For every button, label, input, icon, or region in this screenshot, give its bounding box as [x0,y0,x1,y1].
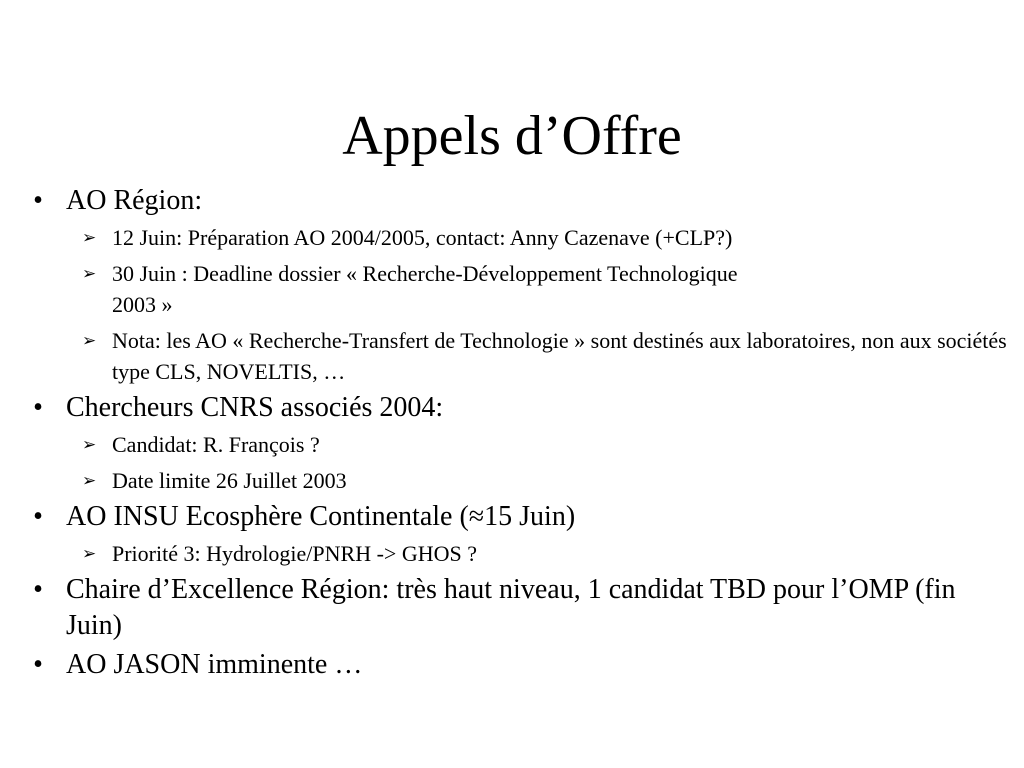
bullet-item [28,183,1008,219]
bullet-item [28,499,1008,535]
bullet-icon: • [33,392,43,423]
bullet-icon: • [33,574,43,605]
slide-content [28,183,1008,686]
bullet-text: Chaire d’Excellence Région: très haut niveau, 1 candidat TBD pour l’OMP (fin Juin) [66,574,956,641]
arrow-bullet-icon: ➢ [82,228,97,247]
arrow-bullet-icon: ➢ [82,544,97,563]
arrow-bullet-icon: ➢ [82,331,97,350]
bullet-text: AO Région: [66,185,203,216]
bullet-text: AO INSU Ecosphère Continentale (≈15 Juin) [66,501,576,532]
arrow-bullet-icon: ➢ [82,471,97,490]
sub-bullet-text: Nota: les AO « Recherche-Transfert de Technologie » sont destinés aux laboratoires, non aux sociétés type CLS, NOVELTIS, … [112,328,1007,384]
sub-bullet-text: 12 Juin: Préparation AO 2004/2005, contact: Anny Cazenave (+CLP?) [112,225,733,250]
sub-bullet-item [28,465,1008,496]
slide-title: Appels d’Offre [342,105,682,167]
sub-bullet-text: Date limite 26 Juillet 2003 [112,468,347,493]
arrow-bullet-icon: ➢ [82,264,97,283]
bullet-icon: • [33,185,43,216]
sub-bullet-item [28,325,1008,387]
arrow-bullet-icon: ➢ [82,435,97,454]
sub-bullet-item [28,222,1008,253]
sub-bullet-item [28,258,1008,320]
bullet-icon: • [33,649,43,680]
sub-bullet-text: Priorité 3: Hydrologie/PNRH -> GHOS ? [112,541,477,566]
bullet-text: Chercheurs CNRS associés 2004: [66,392,444,423]
bullet-icon: • [33,501,43,532]
bullet-text: AO JASON imminente … [66,649,363,680]
sub-bullet-text: 30 Juin : Deadline dossier « Recherche-Développement Technologique 2003 » [112,261,738,317]
bullet-item [28,572,1008,644]
sub-bullet-item [28,429,1008,460]
bullet-item [28,390,1008,426]
sub-bullet-item [28,538,1008,569]
sub-bullet-text: Candidat: R. François ? [112,432,320,457]
bullet-item [28,647,1008,683]
